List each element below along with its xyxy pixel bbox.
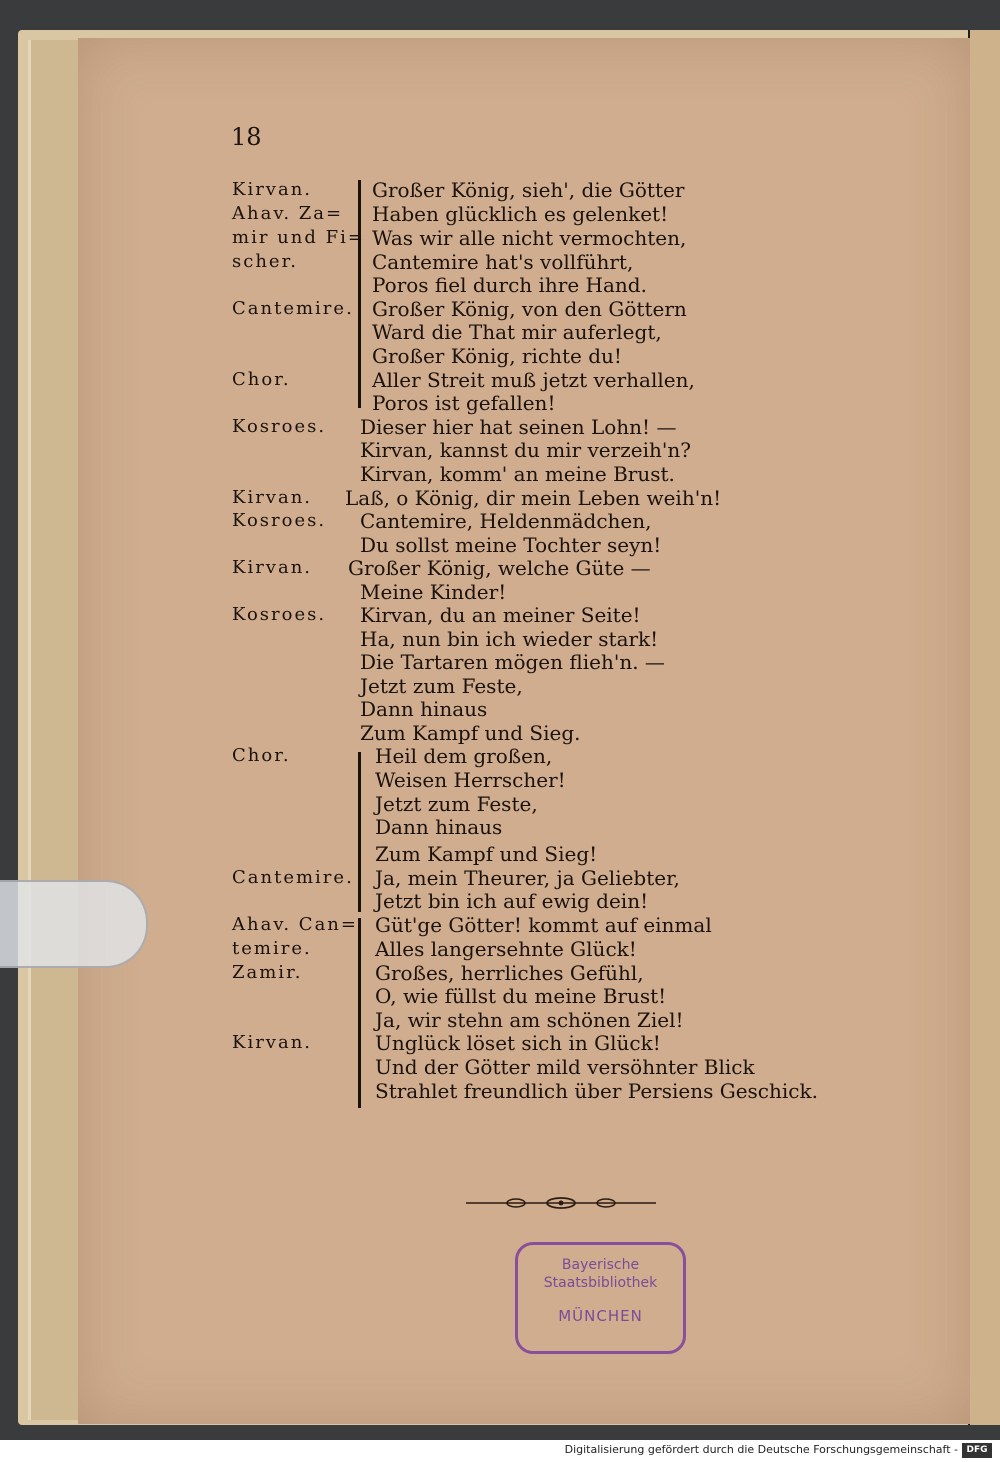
speaker-chor: Chor. — [232, 369, 291, 390]
verse-line: Alles langersehnte Glück! — [375, 937, 637, 961]
speaker-ahav-zamir: Ahav. Za= — [232, 203, 344, 224]
verse-line: Kirvan, komm' an meine Brust. — [360, 462, 675, 486]
page-number: 18 — [231, 123, 262, 151]
brace — [358, 180, 369, 408]
verse-line: Poros fiel durch ihre Hand. — [372, 273, 647, 297]
speaker-kirvan: Kirvan. — [232, 557, 313, 578]
verse-line: Und der Götter mild versöhnter Blick — [375, 1055, 755, 1079]
library-stamp — [515, 1242, 686, 1354]
verse-line: Jetzt zum Feste, — [360, 674, 523, 698]
verse-line: Poros ist gefallen! — [372, 391, 556, 415]
verse-line: Güt'ge Götter! kommt auf einmal — [375, 913, 712, 937]
footer-credit: Digitalisierung gefördert durch die Deutsche Forschungsgemeinschaft - — [564, 1443, 958, 1456]
verse-line: Weisen Herrscher! — [375, 768, 566, 792]
speaker-kosroes: Kosroes. — [232, 510, 327, 531]
verse-line: Kirvan, du an meiner Seite! — [360, 603, 641, 627]
verse-line: Dann hinaus — [360, 697, 488, 721]
verse-line: Zum Kampf und Sieg! — [375, 842, 598, 866]
verse-line: Haben glücklich es gelenket! — [372, 202, 669, 226]
verse-line: Kirvan, kannst du mir verzeih'n? — [360, 438, 691, 462]
verse-line: Cantemire, Heldenmädchen, — [360, 509, 652, 533]
speaker-ahav-cantemire-cont: temire. — [232, 938, 312, 959]
verse-line: Was wir alle nicht vermochten, — [372, 226, 687, 250]
speaker-ahav-zamir-cont2: scher. — [232, 251, 298, 272]
verse-line: Ja, mein Theurer, ja Geliebter, — [375, 866, 680, 890]
verse-line: Laß, o König, dir mein Leben weih'n! — [345, 486, 722, 510]
dfg-logo-icon: DFG — [962, 1443, 992, 1458]
stamp-line-3: MÜNCHEN — [558, 1307, 643, 1325]
verse-line: Großer König, richte du! — [372, 344, 622, 368]
brace — [358, 918, 369, 1108]
verse-line: Heil dem großen, — [375, 744, 553, 768]
verse-line: Großes, herrliches Gefühl, — [375, 961, 644, 985]
verse-line: Aller Streit muß jetzt verhallen, — [372, 368, 695, 392]
verse-line: Ja, wir stehn am schönen Ziel! — [375, 1008, 684, 1032]
verse-line: Ward die That mir auferlegt, — [372, 320, 662, 344]
verse-line: Strahlet freundlich über Persiens Geschick. — [375, 1079, 818, 1103]
ornament-divider — [466, 1195, 656, 1211]
verse-line: Die Tartaren mögen flieh'n. — — [360, 650, 665, 674]
verse-line: Großer König, sieh', die Götter — [372, 178, 685, 202]
speaker-kirvan: Kirvan. — [232, 487, 313, 508]
speaker-ahav-zamir-cont: mir und Fi= — [232, 227, 365, 248]
speaker-cantemire: Cantemire. — [232, 867, 354, 888]
stamp-line-1: Bayerische — [561, 1257, 640, 1273]
verse-line: Dann hinaus — [375, 815, 503, 839]
speaker-kosroes: Kosroes. — [232, 416, 327, 437]
verse-line: Du sollst meine Tochter seyn! — [360, 533, 662, 557]
verse-line: Jetzt zum Feste, — [375, 792, 538, 816]
verse-line: Ha, nun bin ich wieder stark! — [360, 627, 659, 651]
verse-line: Großer König, welche Güte — — [348, 556, 651, 580]
speaker-kirvan: Kirvan. — [232, 179, 313, 200]
speaker-kosroes: Kosroes. — [232, 604, 327, 625]
verse-line: O, wie füllst du meine Brust! — [375, 984, 667, 1008]
speaker-ahav-cantemire: Ahav. Can= — [232, 914, 358, 935]
verse-line: Jetzt bin ich auf ewig dein! — [375, 889, 649, 913]
speaker-cantemire: Cantemire. — [232, 298, 354, 319]
speaker-chor: Chor. — [232, 745, 291, 766]
verse-line: Cantemire hat's vollführt, — [372, 250, 634, 274]
verse-line: Unglück löset sich in Glück! — [375, 1031, 661, 1055]
brace — [358, 752, 369, 912]
verse-line: Dieser hier hat seinen Lohn! — — [360, 415, 677, 439]
adjacent-page-edge — [968, 30, 1000, 1425]
speaker-kirvan: Kirvan. — [232, 1032, 313, 1053]
speaker-zamir: Zamir. — [232, 962, 303, 983]
verse-line: Zum Kampf und Sieg. — [360, 721, 581, 745]
footer-bar — [0, 1440, 1000, 1462]
verse-line: Großer König, von den Göttern — [372, 297, 687, 321]
page-clip — [0, 880, 148, 968]
stamp-line-2: Staatsbibliothek — [543, 1275, 658, 1291]
verse-line: Meine Kinder! — [360, 580, 507, 604]
